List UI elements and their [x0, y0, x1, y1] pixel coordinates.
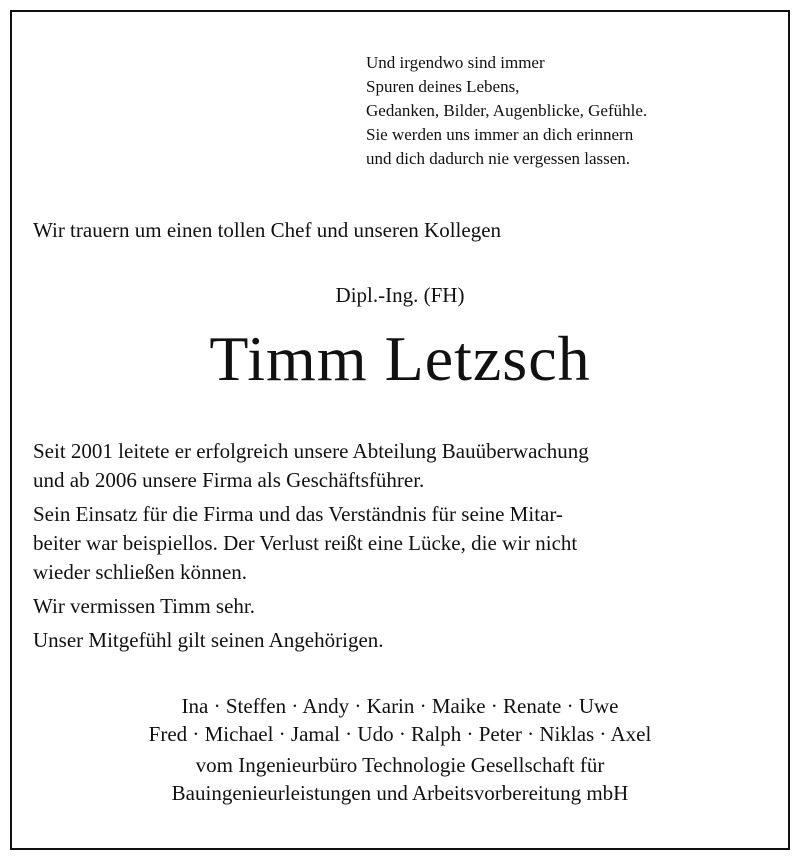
body-text [33, 437, 773, 655]
intro-text: Wir trauern um einen tollen Chef und unseren Kollegen [33, 218, 502, 242]
poem-line: Gedanken, Bilder, Augenblicke, Gefühle. [366, 101, 648, 120]
poem-line: Sie werden uns immer an dich erinnern [366, 125, 634, 144]
poem-line: Und irgendwo sind immer [366, 53, 545, 72]
signers-line-1: Ina · Steffen · Andy · Karin · Maike · Renate · Uwe [181, 694, 619, 718]
body-line: Seit 2001 leitete er erfolgreich unsere Abteilung Bauüberwachung [33, 439, 589, 463]
body-line: Sein Einsatz für die Firma und das Verständnis für seine Mitar- [33, 502, 563, 526]
company-line-1: vom Ingenieurbüro Technologie Gesellschaft für [195, 753, 605, 777]
signers-line-2: Fred · Michael · Jamal · Udo · Ralph · Peter · Niklas · Axel [148, 722, 652, 746]
body-line: und ab 2006 unsere Firma als Geschäftsführer. [33, 468, 425, 492]
body-line: wieder schließen können. [33, 560, 248, 584]
body-line: beiter war beispiellos. Der Verlust reißt eine Lücke, die wir nicht [33, 531, 578, 555]
poem-line: Spuren deines Lebens, [366, 77, 520, 96]
poem-line: und dich dadurch nie vergessen lassen. [366, 149, 631, 168]
company-line-2: Bauingenieurleistungen und Arbeitsvorbereitung mbH [171, 781, 629, 805]
academic-title: Dipl.-Ing. (FH) [335, 283, 465, 307]
body-line: Unser Mitgefühl gilt seinen Angehörigen. [33, 628, 384, 652]
deceased-name: Timm Letzsch [209, 323, 591, 394]
signers [0, 692, 800, 807]
body-line: Wir vermissen Timm sehr. [33, 594, 255, 618]
poem [366, 51, 647, 171]
